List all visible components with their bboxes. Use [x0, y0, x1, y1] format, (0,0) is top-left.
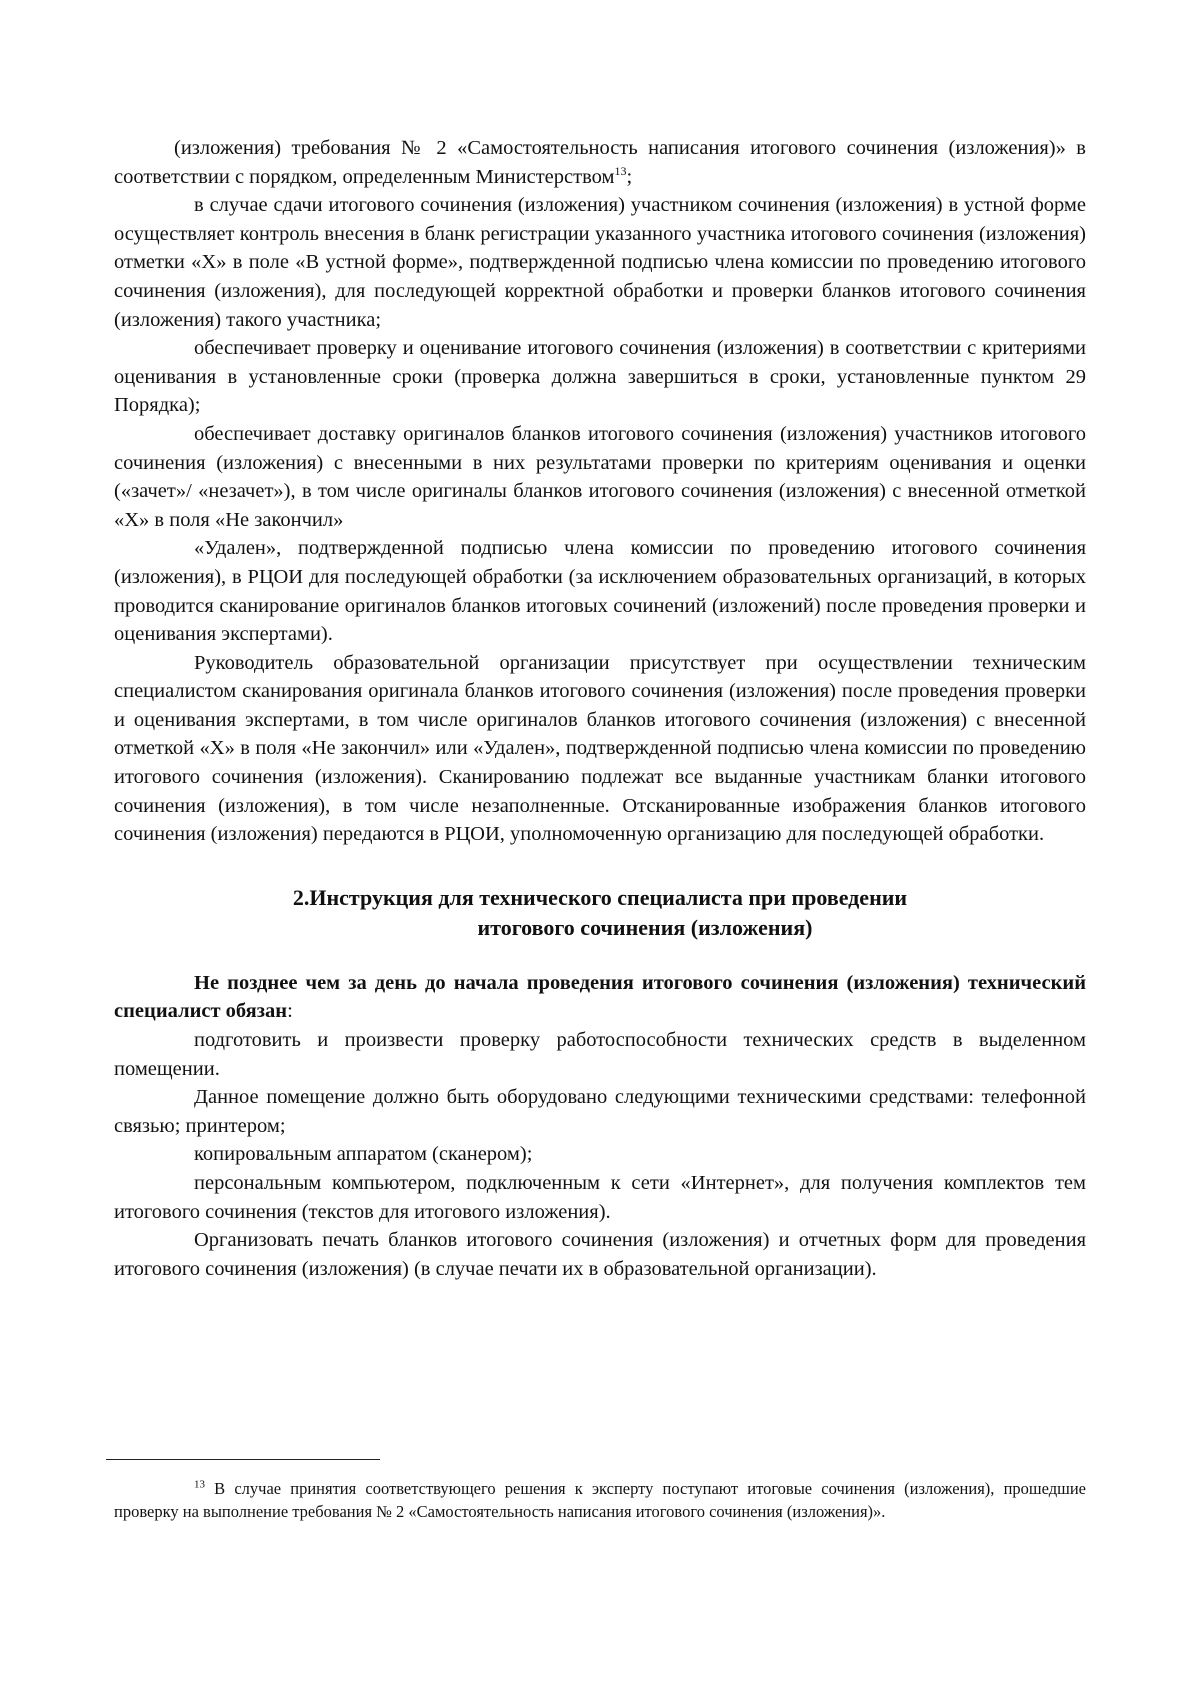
footnote-separator [106, 1459, 380, 1460]
paragraph-4: обеспечивает доставку оригиналов бланков итогового сочинения (изложения) участников итогового сочинения (изложения) с внесенными в них результатами проверки по критериям оценивания и оценки («зачет»/ «незачет»), в том числе оригиналы бланков итогового сочинения (изложения) с внесенной отметкой «Х» в поля «Не закончил» [114, 422, 1086, 531]
lead-colon: : [287, 1000, 293, 1023]
section-paragraph-5: Организовать печать бланков итогового сочинения (изложения) и отчетных форм для проведения итогового сочинения (изложения) (в случае печати их в образовательной организации). [114, 1229, 1086, 1280]
paragraph-1-text: (изложения) требования № 2 «Самостоятельность написания итогового сочинения (изложения)» в соответствии с порядком, определенным Министерством [114, 137, 1086, 188]
section-paragraph-1: подготовить и произвести проверку работоспособности технических средств в выделенном помещении. [114, 1029, 1086, 1080]
section-paragraph-3: копировальным аппаратом (сканером); [194, 1143, 533, 1166]
paragraph-6: Руководитель образовательной организации присутствует при осуществлении техническим специалистом сканирования оригинала бланков итогового сочинения (изложения) после проведения проверки и оценивания экспертами, в том числе оригиналов бланков итогового сочинения (изложения) с внесенной отметкой «Х» в поля «Не закончил» или «Удален», подтвержденной подписью члена комиссии по проведению итогового сочинения (изложения). Сканированию подлежат все выданные участникам бланки итогового сочинения (изложения), в том числе незаполненные. Отсканированные изображения бланков итогового сочинения (изложения) передаются в РЦОИ, уполномоченную организацию для последующей обработки. [114, 651, 1086, 846]
footnote-number: 13 [194, 1478, 205, 1491]
footnote-reference[interactable]: 13 [614, 163, 627, 178]
section-heading [114, 883, 1086, 943]
section-paragraph-2: Данное помещение должно быть оборудовано следующими техническими средствами: телефонной связью; принтером; [114, 1086, 1086, 1137]
paragraph-3: обеспечивает проверку и оценивание итогового сочинения (изложения) в соответствии с критериями оценивания в установленные сроки (проверка должна завершиться в сроки, установленные пунктом 29 Порядка); [114, 337, 1086, 417]
section-heading-line-1: 2.Инструкция для технического специалиста при проведении [292, 884, 908, 910]
footnote [114, 1478, 1086, 1523]
paragraph-1-end: ; [626, 165, 633, 188]
lead-bold-text: Не позднее чем за день до начала проведения итогового сочинения (изложения) технический специалист обязан [114, 971, 1086, 1023]
paragraph-2: в случае сдачи итогового сочинения (изложения) участником сочинения (изложения) в устной форме осуществляет контроль внесения в бланк регистрации указанного участника итогового сочинения (изложения) отметки «Х» в поле «В устной форме», подтвержденной подписью члена комиссии по проведению итогового сочинения (изложения), для последующей корректной обработки и проверки бланков итогового сочинения (изложения) такого участника; [114, 194, 1086, 331]
document-body [114, 134, 1086, 1283]
paragraph-1 [114, 134, 1086, 191]
section-heading-line-2: итогового сочинения (изложения) [477, 914, 813, 940]
section-paragraph-4: персональным компьютером, подключенным к сети «Интернет», для получения комплектов тем итогового сочинения (текстов для итогового изложения). [114, 1172, 1086, 1223]
footnote-text: В случае принятия соответствующего решения к эксперту поступают итоговые сочинения (изложения), прошедшие проверку на выполнение требования № 2 «Самостоятельность написания итогового сочинения (изложения)». [114, 1479, 1086, 1521]
lead-paragraph [114, 969, 1086, 1026]
paragraph-5: «Удален», подтвержденной подписью члена комиссии по проведению итогового сочинения (изложения), в РЦОИ для последующей обработки (за исключением образовательных организаций, в которых проводится сканирование оригиналов бланков итоговых сочинений (изложений) после проведения проверки и оценивания экспертами). [114, 537, 1086, 646]
